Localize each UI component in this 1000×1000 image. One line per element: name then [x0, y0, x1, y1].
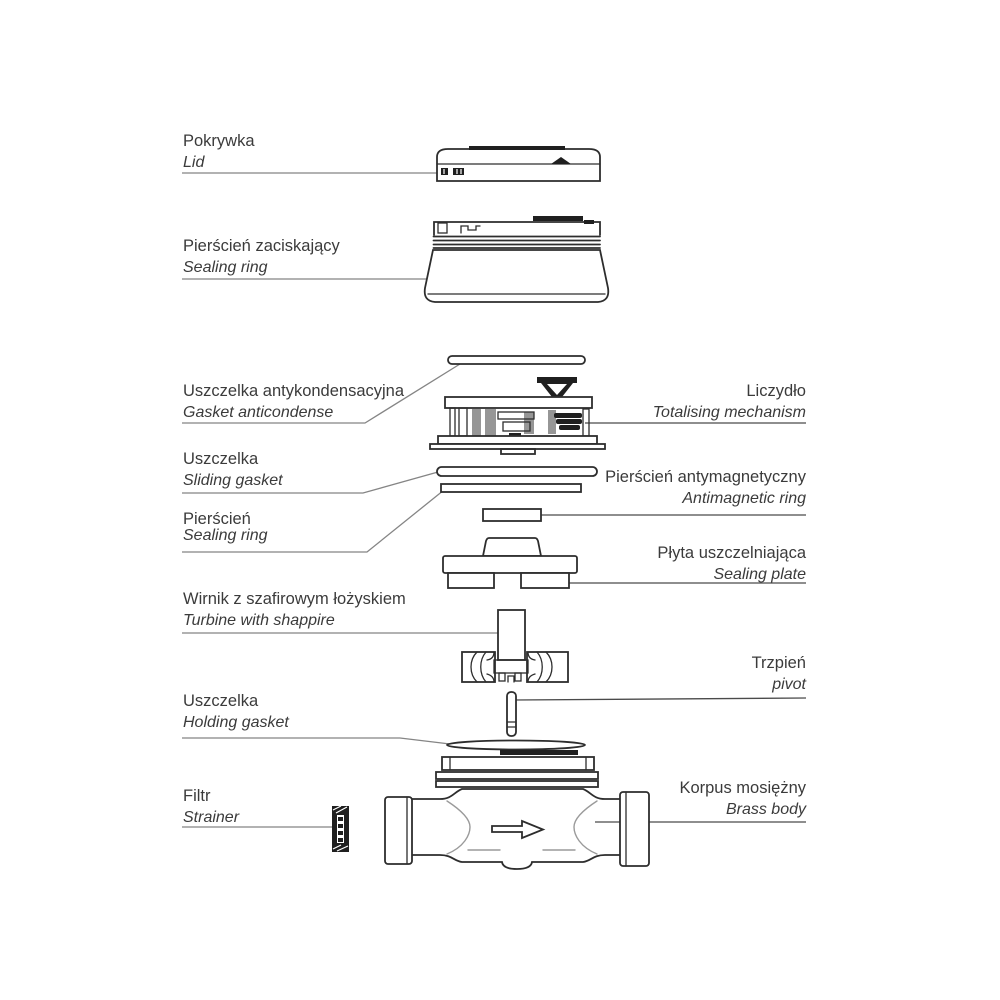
sealing-ring-drawing	[441, 484, 581, 492]
part-name-pl: Pokrywka	[183, 132, 255, 150]
label-antimagnetic-ring	[605, 467, 806, 509]
flow-arrow	[492, 821, 543, 838]
totalising-mechanism-drawing	[430, 377, 605, 454]
part-name-en: Sealing plate	[713, 566, 806, 583]
part-name-en: Totalising mechanism	[652, 404, 806, 421]
part-name-pl: Pierścień zaciskający	[183, 237, 340, 255]
part-name-en: Sealing ring	[183, 526, 268, 544]
sealing-plate-drawing	[443, 538, 577, 588]
label-totalising-mechanism	[653, 381, 806, 423]
label-pivot	[752, 653, 806, 695]
part-name-en: Holding gasket	[183, 714, 289, 731]
part-name-pl: Pierścień	[183, 510, 251, 528]
label-strainer	[183, 786, 239, 828]
holding-gasket-drawing	[447, 741, 585, 750]
label-anticondense-gasket	[183, 381, 404, 423]
antimagnetic-ring-drawing	[483, 509, 541, 521]
part-name-en: Brass body	[725, 801, 806, 818]
part-name-pl: Płyta uszczelniająca	[657, 544, 806, 562]
part-name-en: Gasket anticondense	[183, 404, 334, 421]
label-turbine	[183, 589, 406, 631]
part-name-pl: Uszczelka	[183, 450, 259, 468]
part-name-en: Antimagnetic ring	[682, 490, 806, 507]
part-name-pl: Trzpień	[751, 654, 806, 672]
lid-drawing	[437, 146, 600, 181]
part-name-en: Lid	[183, 154, 205, 171]
part-name-en: Turbine with shappire	[183, 612, 335, 629]
part-name-en: Sealing ring	[183, 259, 268, 276]
part-name-en: pivot	[772, 676, 806, 693]
part-name-en: Strainer	[183, 809, 240, 826]
part-name-pl: Pierścień antymagnetyczny	[605, 468, 806, 486]
part-name-pl: Uszczelka antykondensacyjna	[183, 382, 405, 400]
strainer-drawing	[332, 806, 349, 852]
part-name-pl: Uszczelka	[183, 692, 259, 710]
label-sealing-ring	[183, 511, 268, 544]
pivot-drawing	[507, 692, 516, 736]
label-brass-body	[679, 778, 806, 820]
part-name-en: Sliding gasket	[183, 472, 283, 489]
sliding-gasket-drawing	[437, 467, 597, 476]
part-name-pl: Liczydło	[746, 382, 806, 400]
label-holding-gasket	[183, 691, 289, 733]
label-sliding-gasket	[183, 449, 283, 491]
brass-body-drawing	[385, 750, 649, 869]
part-name-pl: Wirnik z szafirowym łożyskiem	[183, 590, 406, 608]
label-lid	[183, 131, 255, 173]
label-sealing-plate	[657, 543, 806, 585]
anticondense-gasket-drawing	[448, 356, 585, 364]
turbine-drawing	[462, 610, 568, 682]
clamping-ring-drawing	[425, 216, 609, 302]
label-clamping-ring	[183, 236, 340, 278]
part-name-pl: Korpus mosiężny	[679, 779, 806, 797]
part-name-pl: Filtr	[183, 787, 211, 805]
